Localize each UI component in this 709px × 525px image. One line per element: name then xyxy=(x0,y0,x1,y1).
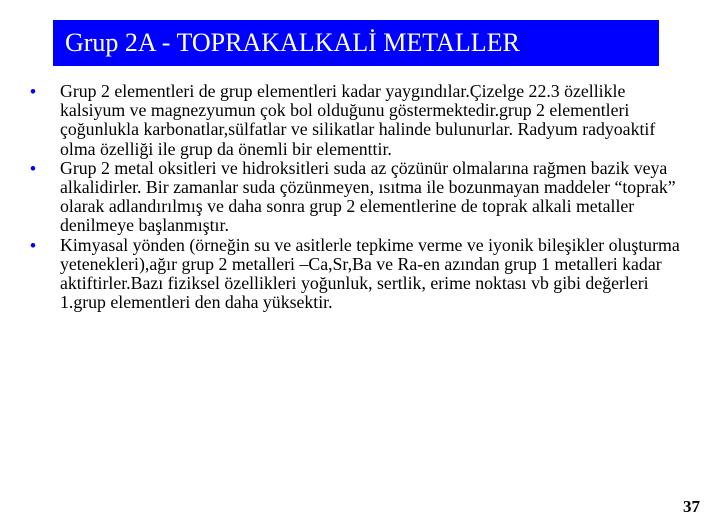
bullet-text: Kimyasal yönden (örneğin su ve asitlerle tepkime verme ve iyonik bileşikler oluşturma yetenekleri),ağır grup 2 metalleri –Ca,Sr,Ba ve Ra-en azından grup 1 metalleri kadar aktiftirler.Bazı fiziksel özellikleri yoğunluk, sertlik, erime noktası vb gibi değerleri 1.grup elementleri den daha yüksektir. xyxy=(60,234,680,313)
bullet-icon: • xyxy=(30,82,36,101)
bullet-icon: • xyxy=(30,158,36,178)
bullet-text: Grup 2 metal oksitleri ve hidroksitleri suda az çözünür olmalarına rağmen bazik veya alkalidirler. Bir zamanlar suda çözünmeyen, ısıtma ile bozunmayan maddeler “toprak” olarak adlandırılmış ve daha sonra grup 2 elementlerine de toprak alkali metaller denilmeye başlanmıştır. xyxy=(60,157,676,236)
title-bar xyxy=(53,20,659,66)
bullet-text: Grup 2 elementleri de grup elementleri kadar yaygındılar.Çizelge 22.3 özellikle kalsiyum ve magnezyumun çok bol olduğunu göstermektedir.grup 2 elementleri çoğunlukla karbonatlar,sülfatlar ve silikatlar halinde bulunurlar. Radyum radyoaktif olma özelliği ile grup da önemli bir elementtir. xyxy=(60,81,656,159)
slide-title: Grup 2A - TOPRAKALKALİ METALLER xyxy=(65,28,520,57)
bullet-list xyxy=(30,82,692,312)
page-number: 37 xyxy=(683,497,700,516)
bullet-item xyxy=(30,82,692,159)
bullet-icon: • xyxy=(30,235,36,255)
bullet-item xyxy=(30,236,692,313)
bullet-item xyxy=(30,159,692,236)
